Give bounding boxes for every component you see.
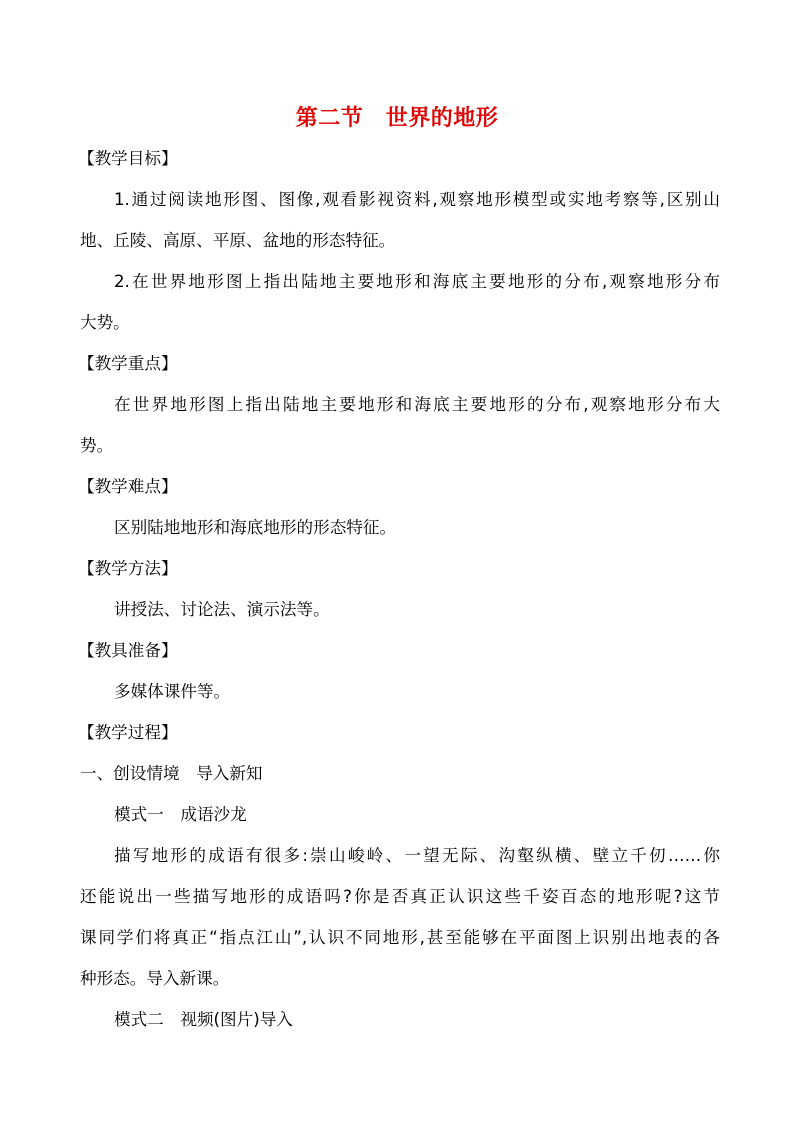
paragraph-line: 大势。 bbox=[80, 313, 130, 332]
paragraph-line: 1.通过阅读地形图、图像,观看影视资料,观察地形模型或实地考察等,区别山 bbox=[114, 190, 720, 209]
paragraph-line: 课同学们将真正“指点江山”,认识不同地形,甚至能够在平面图上识别出地表的各 bbox=[80, 928, 720, 947]
subsection-heading: 模式二 视频(图片)导入 bbox=[114, 1010, 293, 1029]
heading-teaching-methods: 【教学方法】 bbox=[78, 559, 178, 578]
paragraph-line: 种形态。导入新课。 bbox=[80, 969, 230, 988]
heading-teaching-difficulty: 【教学难点】 bbox=[78, 477, 178, 496]
paragraph-line: 多媒体课件等。 bbox=[114, 682, 231, 701]
heading-teaching-focus: 【教学重点】 bbox=[78, 354, 178, 373]
paragraph-line: 在世界地形图上指出陆地主要地形和海底主要地形的分布,观察地形分布大 bbox=[114, 395, 720, 414]
document-title: 第二节 世界的地形 bbox=[295, 106, 499, 131]
paragraph-line: 讲授法、讨论法、演示法等。 bbox=[114, 600, 330, 619]
subsection-heading: 模式一 成语沙龙 bbox=[114, 805, 247, 824]
section-heading: 一、创设情境 导入新知 bbox=[80, 764, 263, 783]
paragraph-line: 势。 bbox=[80, 436, 114, 455]
heading-teaching-objectives: 【教学目标】 bbox=[78, 149, 178, 168]
document-body bbox=[80, 146, 720, 1048]
paragraph-line: 区别陆地地形和海底地形的形态特征。 bbox=[114, 518, 397, 537]
paragraph-line: 还能说出一些描写地形的成语吗?你是否真正认识这些千姿百态的地形呢?这节 bbox=[80, 887, 720, 906]
paragraph-line: 2.在世界地形图上指出陆地主要地形和海底主要地形的分布,观察地形分布 bbox=[114, 272, 720, 291]
paragraph-line: 地、丘陵、高原、平原、盆地的形态特征。 bbox=[80, 231, 396, 250]
heading-teaching-aids: 【教具准备】 bbox=[78, 641, 178, 660]
heading-teaching-process: 【教学过程】 bbox=[78, 723, 178, 742]
paragraph-line: 描写地形的成语有很多:崇山峻岭、一望无际、沟壑纵横、壁立千仞……你 bbox=[114, 846, 720, 865]
